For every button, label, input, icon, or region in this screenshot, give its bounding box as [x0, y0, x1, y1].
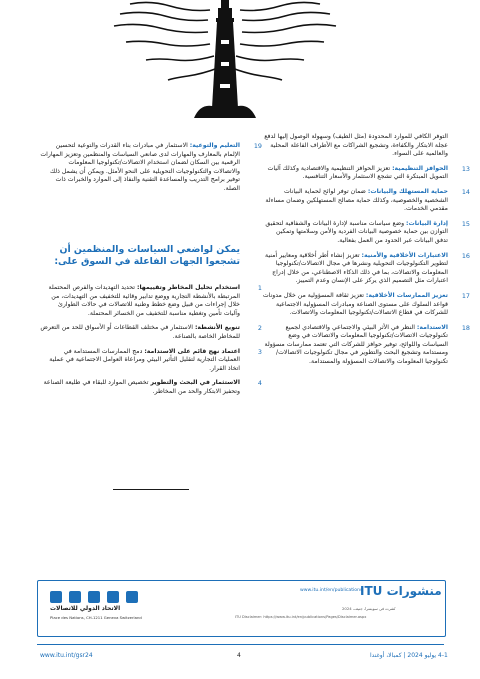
- item-text: تخصيص الموارد للبقاء في طليعة الصناعة وتحفيز الابتكار والحد من المخاطر.: [43, 379, 240, 395]
- list-item: [40, 142, 262, 194]
- item-text: تحديد التهديدات والفرص المحتملة المرتبطة بالأنشطة التجارية ووضع تدابير وقائية للتخفيف من التهديدات، من خلال إجراءات من قبيل وضع خطط وطنية للاتصالات في حالات الطوارئ وآليات تأمين وتغطية مناسبة للتخفيف من الخسائر المحتملة.: [48, 284, 240, 317]
- item-text: النظر في الأثر البيئي والاجتماعي والاقتصادي لجميع تكنولوجيات الاتصالات/تكنولوجيا المعلومات والاتصالات في وضع السياسات واللوائح، توفير حوافز للشركات التي تعتمد ممارسات مسؤولة ومستدامة وتشجيع البحث والتطوير في مجال تكنولوجيات الاتصالات/تكنولوجيا المعلومات والاتصالات المسؤولة والمستدامة.: [264, 323, 448, 366]
- list-item: [40, 284, 262, 318]
- item-text: الاستثمار في مختلف القطاعات أو الأسواق للحد من التعرض للمخاطر الخاصة بالصناعة.: [40, 324, 240, 340]
- list-item: [262, 251, 470, 286]
- list-item: [262, 291, 470, 318]
- item-number: 13: [461, 164, 470, 173]
- footer-divider: [37, 644, 444, 645]
- publications-link[interactable]: www.itu.int/en/publications: [300, 588, 363, 593]
- item-text: وضع سياسات مناسبة لإدارة البيانات والشفافية لتحقيق التوازن بين حماية خصوصية البيانات الفردية والأمن وسلامتها وتمكين تدفق البيانات عبر الحدود من العمل بفعالية.: [265, 219, 448, 244]
- item-text: دمج الممارسات المستدامة في العمليات التجارية لتقليل التأثير البيئي ومراعاة العوامل الاجتماعية في عملية اتخاذ القرار.: [49, 347, 240, 372]
- item-lead: إدارة البيانات:: [406, 219, 448, 227]
- list-item: [40, 324, 262, 341]
- item-lead: التعليم والتوعية:: [189, 142, 240, 149]
- item-number: 18: [461, 323, 470, 332]
- item-number: 15: [461, 219, 470, 228]
- gsr24-link[interactable]: www.itu.int/gsr24: [40, 652, 93, 659]
- item-number: 17: [461, 291, 470, 300]
- facebook-icon[interactable]: [50, 591, 62, 603]
- left-column-list: [40, 284, 262, 403]
- item-text: ضمان توفر لوائح لحماية البيانات الشخصية والخصوصية، وكذلك حماية مصالح المستهلكين وضمان مساءلة مقدمي الخدمات.: [265, 187, 448, 213]
- org-name: الاتحاد الدولي للاتصالات: [50, 605, 121, 612]
- list-item: [40, 347, 262, 374]
- item-text: الاستثمار في مبادرات بناء القدرات والتوعية لتحسين الإلمام بالمعارف والمهارات لدى صانعي السياسات والمنظمين وتعزيز المهارات الرقمية بين السكان لضمان استخدام الاتصالات/تكنولوجيا المعلومات والاتصالات والتكنولوجيات التحويلية على النحو الأمثل. ويمكن أن يشمل ذلك توفير برامج التدريب والمساعدة التقنية والنفاذ إلى الموارد والخبرات ذات الصلة.: [40, 142, 240, 192]
- itu-publications-logo: منشورات ITU: [360, 584, 442, 598]
- item-number: 2: [257, 324, 262, 333]
- item-lead: تعزيز الممارسات الأخلاقية:: [365, 291, 448, 299]
- instagram-icon[interactable]: [126, 591, 138, 603]
- item-number: 16: [461, 251, 470, 260]
- item-lead: الاستدامة:: [416, 323, 448, 331]
- divider: [113, 489, 189, 490]
- item-number: 4: [257, 379, 262, 388]
- item-number: 1: [257, 284, 262, 292]
- list-item: [262, 164, 470, 182]
- item-lead: استخدام تحليل المخاطر وتقييمها:: [137, 284, 240, 291]
- item-lead: تنويع الأنشطة:: [194, 324, 240, 332]
- item-text: تعزيز إنشاء أطر أخلاقية ومعايير أمنية لتطوير التكنولوجيات التحويلية ونشرها في مجال الاتصالات/تكنولوجيا المعلومات والاتصالات، بما في ذلك الذكاء الاصطناعي، من خلال إدراج اعتبارات مثل التصميم الذي يركز على الإنسان وعدم التمييز.: [265, 251, 448, 285]
- x-icon[interactable]: [69, 591, 81, 603]
- item-lead: اعتماد نهج قائم على الاستدامة:: [144, 347, 240, 355]
- item-text: تعزيز الحوافز التنظيمية والاقتصادية وكذلك آليات التمويل المبتكرة التي تشجع الاستثمار والأسعار التنافسية.: [267, 164, 448, 181]
- page-number: 4: [237, 652, 241, 659]
- left-column-top: [40, 142, 262, 200]
- item-number: 19: [253, 142, 262, 150]
- item-number: 14: [461, 187, 470, 196]
- published-note: نُشرت في سويسرا، جنيف، 2024: [342, 606, 396, 611]
- disclaimer-link[interactable]: ITU Disclaimer: https://www.itu.int/en/publications/Pages/Disclaimer.aspx: [235, 615, 367, 619]
- org-address: Place des Nations, CH-1211 Geneva Switzerland: [50, 615, 142, 620]
- list-item: [262, 219, 470, 246]
- linkedin-icon[interactable]: [88, 591, 100, 603]
- list-item: [40, 379, 262, 396]
- lighthouse-illustration: [110, 0, 340, 120]
- item-lead: الاعتبارات الأخلاقية والأمنية:: [361, 251, 448, 259]
- right-column: [262, 133, 470, 373]
- item-lead: الاستثمار في البحث والتطوير: [150, 379, 240, 387]
- event-date: 4-1 يوليو 2024 | كمبالا، أوغندا: [370, 652, 448, 659]
- item-number: 3: [257, 347, 262, 356]
- item-lead: الحوافز التنظيمية:: [392, 164, 448, 172]
- youtube-icon[interactable]: [107, 591, 119, 603]
- item-text: تعزيز ثقافة المسؤولية من خلال مدونات قواعد السلوك على مستوى الصناعة ومبادرات المسؤولية الاجتماعية للشركات في قطاع الاتصالات/تكنولوجيا المعلومات والاتصالات.: [262, 291, 448, 317]
- section-heading: يمكن لواضعي السياسات والمنظمين أن تشجعوا الجهات الفاعلة في السوق على:: [54, 244, 240, 267]
- item-lead: حماية المستهلك والبيانات:: [367, 187, 448, 195]
- intro-paragraph: التوفر الكافي للموارد المحدودة (مثل الطيف) وسهولة الوصول إليها لدفع عجلة الابتكار والكفاءة، وتشجيع الشراكات مع الأطراف الفاعلة المحلية والعالمية على السواء.: [264, 133, 448, 158]
- list-item: [262, 187, 470, 214]
- list-item: [262, 323, 470, 367]
